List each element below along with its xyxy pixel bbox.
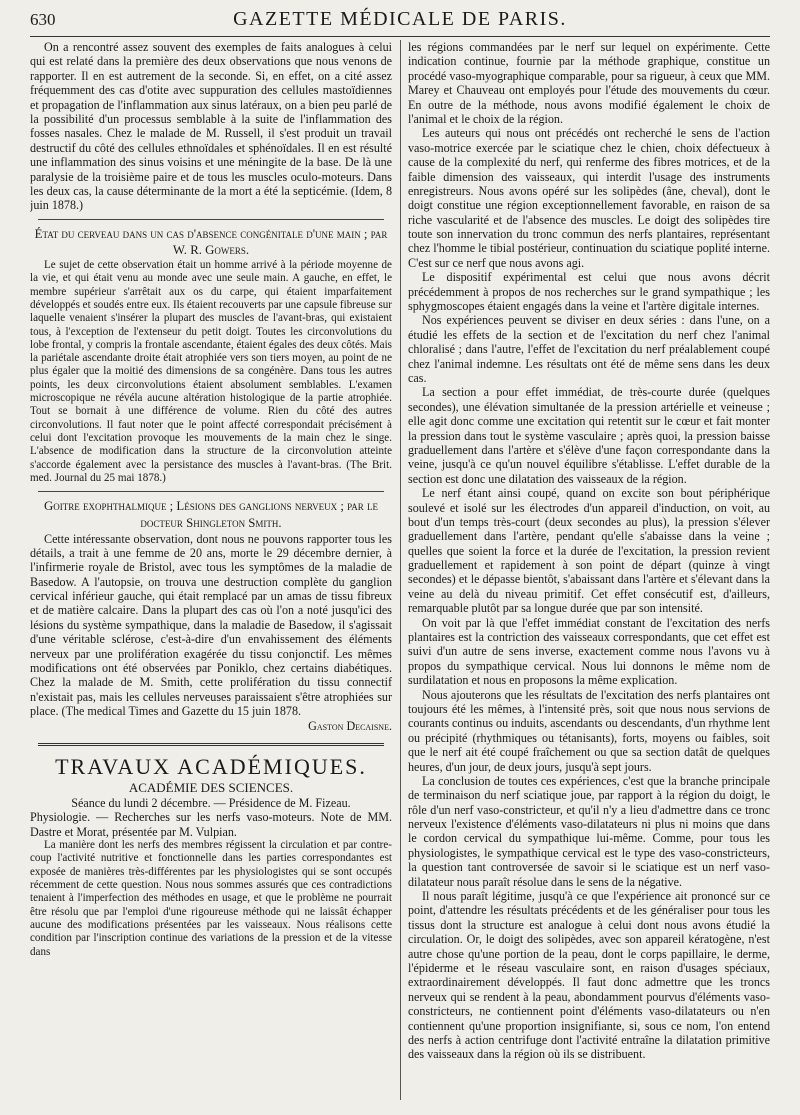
right-paragraph-5: La section a pour effet immédiat, de très-courte durée (quelques secondes), une élévation simultanée de la pression artérielle et veineuse ; elle agit donc comme une excitation qui retentit sur le cœur et fait monter la pression dans tout le système vasculaire ; après quoi, la pression baisse graduellement dans l'artère et s'élève d'une façon correspondante dans la veine, jusqu'à ce qu'un nouvel équilibre s'établisse. L'effet durable de la section est donc une dilatation des vaisseaux de la région. bbox=[408, 385, 770, 486]
right-paragraph-3: Le dispositif expérimental est celui que nous avons décrit précédemment à propos de nos recherches sur le grand sympathique ; les sphygmoscopes étaient engagés dans la veine et l'artère digitale internes. bbox=[408, 270, 770, 314]
right-paragraph-6: Le nerf étant ainsi coupé, quand on excite son bout périphérique soulevé et isolé sur les électrodes d'un appareil d'induction, on voit, au bout d'un temps très-court (deux secondes au plus), la pression s'élever graduellement dans l'artère, pendant qu'elle s'abaisse dans la veine ; quelles que soient la force et la durée de l'excitation, la pression revient graduellement et rapidement à son point de départ (quinze à vingt secondes) et le dépasse bientôt, s'abaissant dans l'artère et s'élevant dans la veine au delà du niveau primitif. Cet effet consécutif est, d'ailleurs, remarquable plutôt par sa longue durée que par son intensité. bbox=[408, 486, 770, 616]
right-paragraph-8: Nous ajouterons que les résultats de l'excitation des nerfs plantaires ont toujours été les mêmes, à l'intensité près, soit que nous nous servions de courants continus ou induits, ascendants ou descendants, d'un rhythme lent ou précipité (rhythmiques ou tétanisants), forts, moyens ou faibles, soit que le nerf ait été coupé fraîchement ou que sa section datât de quelques heures, d'un jour, de deux jours, jusqu'à sept jours. bbox=[408, 687, 770, 774]
section-title-goitre: Goitre exophthalmique ; Lésions des ganglions nerveux ; par le docteur Shingleton Smith. bbox=[44, 499, 378, 530]
right-paragraph-2: Les auteurs qui nous ont précédés ont recherché le sens de l'action vaso-motrice exercée par le sciatique chez le chien, choix défectueux à cause de la complexité du nerf, qui renferme des fibres motrices, et de la faible dimension des vaisseaux, qui interdit l'usage des instruments enregistreurs. Nous avons opéré sur les solipèdes (âne, cheval), dont le doigt constitue une région exceptionnellement favorable, en raison de sa riche vascularité et de l'absence des muscles. Le doigt des solipèdes tire toute son innervation du tronc commun des nerfs plantaires, représentant chez l'homme le tibial postérieur, continuation du sciatique poplité interne. C'est sur ce nerf que nous avons agi. bbox=[408, 126, 770, 270]
header-rule bbox=[30, 36, 770, 37]
left-paragraph-1: On a rencontré assez souvent des exemples de faits analogues à celui qui est relaté dans la première des deux observations que nous venons de rapporter. Il en est autrement de la seconde. Si, en effet, on a cité assez fréquemment des cas d'otite avec suppuration des cellules mastoïdiennes et propagation de l'inflammation aux sinus latéraux, on a bien peu parlé de la possibilité d'un processus semblable à la suite de l'inflammation des fosses nasales. Chez le malade de M. Russell, il s'est produit un travail destructif du côté des cellules ethnoïdales et sphénoïdales. Il en est résulté une inflammation des sinus voisins et une méningite de la base. De là une paralysie de la troisième paire et de tous les muscles oculo-moteurs. Dans les deux cas, la cause déterminante de la mort a été la septicémie. (Idem, 8 juin 1878.) bbox=[30, 40, 392, 213]
session-line: Séance du lundi 2 décembre. — Présidence de M. Fizeau. bbox=[71, 795, 351, 810]
section-title-gowers: État du cerveau dans un cas d'absence congénitale d'une main ; par W. R. Gowers. bbox=[34, 226, 388, 258]
right-paragraph-4: Nos expériences peuvent se diviser en deux séries : dans l'une, on a étudié les effets de la section et de l'excitation du nerf chez l'animal chloralisé ; dans l'autre, l'effet de l'excitation du nerf préalablement coupé chez l'animal indemne. Les résultats ont été de même sens dans les deux cas. bbox=[408, 313, 770, 385]
right-paragraph-10: Il nous paraît légitime, jusqu'à ce que l'expérience ait prononcé sur ce point, d'attendre les résultats précédents et de les généraliser pour tous les tissus dont la structure est analogue à celui dont nous avons étudié la circulation. Or, le doigt des solipèdes, avec son appareil kératogène, n'est autre chose qu'une portion de la peau, dont le corps papillaire, le derme, l'épiderme et le réseau vasculaire sont, en raison d'usages spéciaux, extraordinairement développés. Il faut donc admettre que les troncs nerveux qui se rendent à la peau, abondamment pourvus d'éléments vaso-constricteurs, ne contiennent point d'éléments vaso-dilatateurs ou n'en contiennent qu'une proportion insignifiante, si, sous ce nom, l'on entend des nerfs à action centrifuge dont l'activité entraîne la dilatation primitive des vaisseaux dans la région où ils se distribuent. bbox=[408, 889, 770, 1062]
left-column bbox=[30, 40, 392, 1105]
double-separator bbox=[38, 743, 384, 746]
page-header bbox=[30, 8, 770, 34]
left-paragraph-3: Cette intéressante observation, dont nous ne pouvons rapporter tous les détails, a trait à une femme de 20 ans, morte le 29 décembre dernier, à l'infirmerie royale de Bristol, avec tous les symptômes de la maladie de Basedow. A l'autopsie, on trouva une destruction complète du ganglion cervical inférieur gauche, qui était remplacé par un amas de tissu fibreux et de matière calcaire. Dans la plupart des cas où l'on a noté jusqu'ici des lésions du système sympathique, dans la maladie de Basedow, il s'agissait d'une véritable sclérose, c'est-à-dire d'un envahissement des éléments nerveux par une prolifération exagérée du tissu conjonctif. Les mêmes modifications ont été observées par Poniklo, chez certains diabétiques. Chez la malade de M. Smith, cette prolifération du tissu connectif n'existait pas, mais les cellules nerveuses paraissaient s'être atrophiées sur place. (The medical Times and Gazette du 15 juin 1878. bbox=[30, 531, 392, 719]
right-paragraph-7: On voit par là que l'effet immédiat constant de l'excitation des nerfs plantaires est la contriction des vaisseaux correspondants, que cet effet est suivi d'un autre de sens inverse, exactement comme nous l'avons vu à propos du sympathique cervical. Nous lui donnons le même nom de surdilatation et nous en proposons la même explication. bbox=[408, 615, 770, 688]
academie-subtitle: ACADÉMIE DES SCIENCES. bbox=[128, 780, 294, 796]
page-number: 630 bbox=[30, 10, 56, 29]
section-separator bbox=[38, 491, 384, 492]
section-separator bbox=[38, 219, 384, 220]
right-paragraph-9: La conclusion de toutes ces expériences, c'est que la branche principale de terminaison du nerf sciatique joue, par rapport à la région du doigt, le rôle d'un nerf vaso-constricteur, et qu'il n'y a lieu d'admettre dans ce tronc nerveux l'existence d'éléments vaso-dilatateurs ni plus ni moins que dans le cordon cervical du sympathique lui-même. Comme, pour tous les physiologistes, le sympathique cervical est le type des vaso-constricteurs, la question tant controversée de savoir si le sciatique est un nerf vaso-dilatateur nous paraît résolue dans le sens de la négative. bbox=[408, 773, 770, 889]
physiology-heading: Physiologie. — Recherches sur les nerfs vaso-moteurs. Note de MM. Dastre et Morat, présentée par M. Vulpian. bbox=[30, 810, 392, 839]
author-signature: Gaston Decaisne. bbox=[308, 718, 392, 733]
left-paragraph-2: Le sujet de cette observation était un homme arrivé à la période moyenne de la vie, et qui était venu au monde avec une seule main. A gauche, en effet, le membre supérieur s'arrêtait aux os du carpe, qui étaient imparfaitement développés et soudés entre eux. Ils étaient recouverts par une capsule fibreuse sur laquelle venaient s'insérer la plupart des muscles de l'avant-bras, qui existaient tous, à l'exception de l'extenseur du petit doigt. Toutes les circonvolutions du lobe frontal, y compris la frontale ascendante, étaient égales des deux côtés. Mais la pariétale ascendante droite était atrophiée vers son tiers moyen, au point de ne plus égaler que la moitié des dimensions de sa congénère. Dans tous les autres points, les deux circonvolutions étaient absolument semblables. L'examen microscopique ne révéla aucune altération histologique de la partie atrophiée. Tout se bornait à une différence de volume. Rien du côté des autres circonvolutions. Il faut noter que le point affecté correspondait précisément à celui dont l'excitation provoque les mouvements de la main chez le singe. L'absence de modification dans la structure de la circonvolution atteinte s'accorde également avec la persistance des muscles à l'avant-bras. (The Brit. med. Journal du 25 mai 1878.) bbox=[30, 258, 392, 484]
journal-title: GAZETTE MÉDICALE DE PARIS. bbox=[233, 8, 567, 30]
travaux-title: TRAVAUX ACADÉMIQUES. bbox=[55, 753, 367, 779]
left-paragraph-4: La manière dont les nerfs des membres régissent la circulation et par contre-coup l'activité nutritive et fonctionnelle dans les parties correspondantes est exposée de manières très-différentes par les physiologistes qui se sont occupés récemment de cette question. Nous nous sommes assurés que ces contradictions tenaient à l'imperfection des méthodes en usage, et que le problème ne pourrait être résolu que par l'emploi d'une rigoureuse méthode qui ne laissât échapper aucune des modifications présentées par les vaisseaux. Nous réalisons cette condition par l'inscription continue des variations de la pression et de la vitesse dans bbox=[30, 839, 392, 958]
right-column bbox=[408, 40, 770, 1105]
column-divider bbox=[400, 40, 401, 1100]
right-paragraph-1: les régions commandées par le nerf sur lequel on expérimente. Cette indication continue, fournie par la méthode graphique, constitue un procédé vaso-myographique comparable, pour sa rigueur, à ceux que MM. Marey et Chauveau ont employés pour l'étude des mouvements du cœur. En outre de la méthode, nous avons modifié également le choix de l'animal et le choix de la région. bbox=[408, 40, 770, 126]
